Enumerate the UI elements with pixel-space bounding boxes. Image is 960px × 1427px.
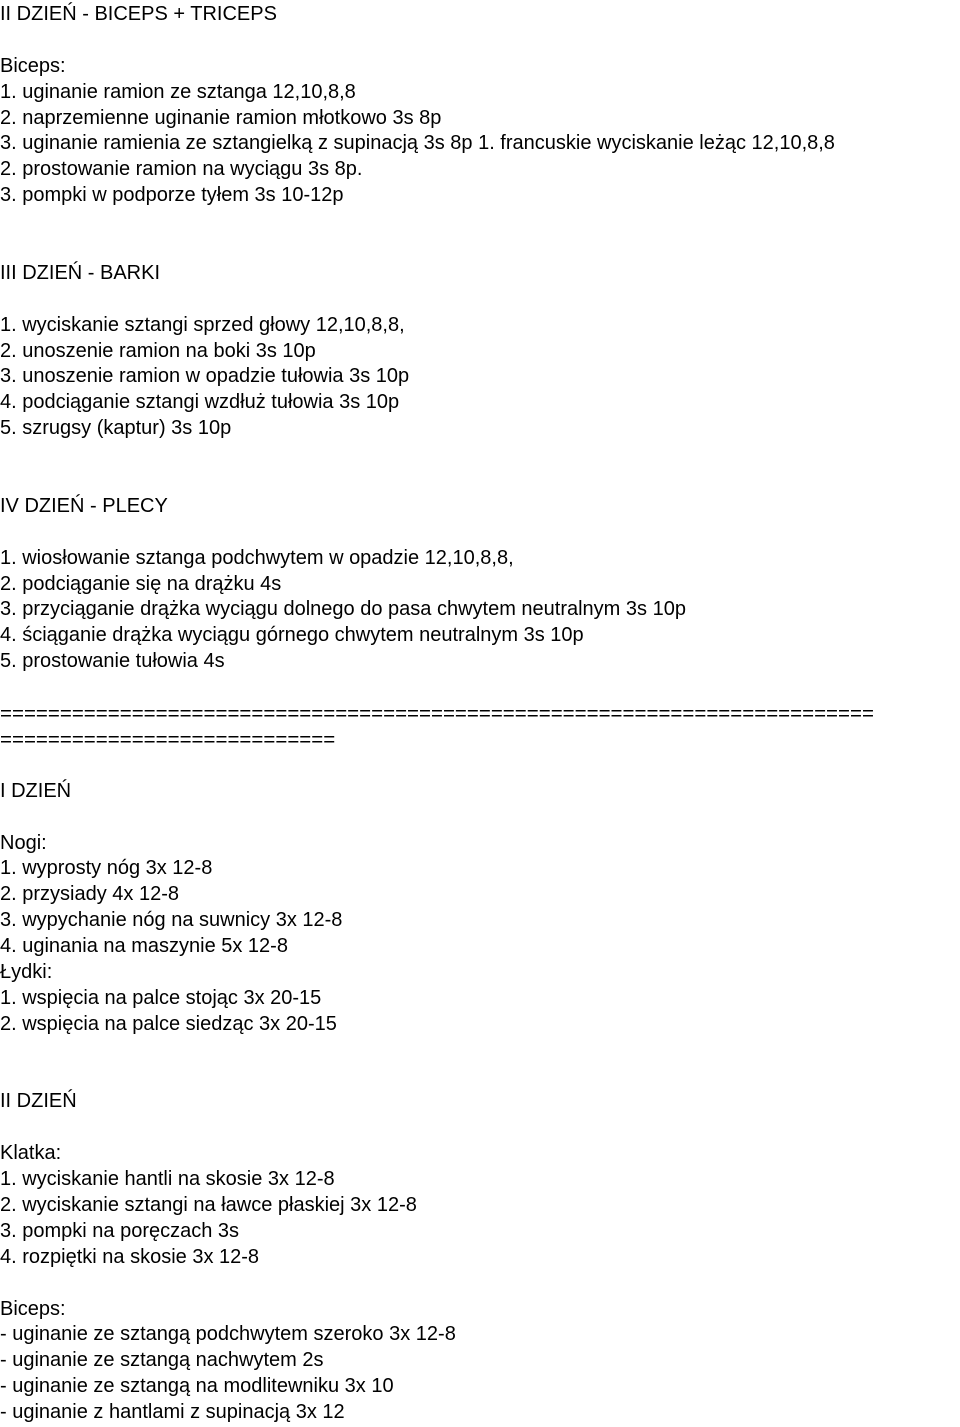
exercise-item: 1. wyprosty nóg 3x 12-8: [0, 857, 213, 880]
muscle-group-label: Biceps:: [0, 54, 66, 77]
exercise-item: 4. podciąganie sztangi wzdłuż tułowia 3s 10p: [0, 391, 400, 414]
document-body: [0, 2, 960, 1426]
exercise-item: 4. uginania na maszynie 5x 12-8: [0, 935, 288, 958]
exercise-item: 3. pompki w podporze tyłem 3s 10-12p: [0, 184, 344, 207]
blank-line: [0, 442, 960, 468]
day-heading: III DZIEŃ - BARKI: [0, 261, 161, 284]
muscle-group-label: Nogi:: [0, 831, 47, 854]
day-heading: I DZIEŃ: [0, 779, 72, 802]
muscle-group-label: Łydki:: [0, 960, 53, 983]
exercise-item: 2. wyciskanie sztangi na ławce płaskiej 3x 12-8: [0, 1193, 417, 1216]
blank-line: [0, 1038, 960, 1064]
blank-line: [0, 675, 960, 701]
blank-line: [0, 1115, 960, 1141]
exercise-item: 4. ściąganie drążka wyciągu górnego chwytem neutralnym 3s 10p: [0, 624, 584, 647]
exercise-item: 4. rozpiętki na skosie 3x 12-8: [0, 1245, 260, 1268]
exercise-item: 3. uginanie ramienia ze sztangielką z supinacją 3s 8p 1. francuskie wyciskanie leżąc 12,10,8,8: [0, 132, 835, 155]
blank-line: [0, 1271, 960, 1297]
exercise-item: - uginanie ze sztangą na modlitewniku 3x 10: [0, 1375, 394, 1398]
exercise-item: 1. wyciskanie sztangi sprzed głowy 12,10,8,8,: [0, 313, 405, 336]
exercise-item: - uginanie ze sztangą podchwytem szeroko 3x 12-8: [0, 1323, 456, 1346]
blank-line: [0, 209, 960, 235]
exercise-item: 2. unoszenie ramion na boki 3s 10p: [0, 339, 316, 362]
exercise-item: 3. unoszenie ramion w opadzie tułowia 3s 10p: [0, 365, 410, 388]
exercise-item: 1. uginanie ramion ze sztanga 12,10,8,8: [0, 80, 356, 103]
day-heading: II DZIEŃ: [0, 1090, 77, 1113]
blank-line: [0, 805, 960, 831]
exercise-item: 2. prostowanie ramion na wyciągu 3s 8p.: [0, 158, 363, 181]
exercise-item: 5. szrugsy (kaptur) 3s 10p: [0, 417, 232, 440]
blank-line: [0, 753, 960, 779]
blank-line: [0, 468, 960, 494]
exercise-item: - uginanie ze sztangą nachwytem 2s: [0, 1349, 324, 1372]
blank-line: [0, 28, 960, 54]
exercise-item: 1. wiosłowanie sztanga podchwytem w opadzie 12,10,8,8,: [0, 546, 514, 569]
exercise-item: 2. podciąganie się na drążku 4s: [0, 572, 282, 595]
exercise-item: 3. wypychanie nóg na suwnicy 3x 12-8: [0, 909, 343, 932]
separator-line: ============================: [0, 727, 336, 751]
exercise-item: 3. pompki na poręczach 3s: [0, 1219, 240, 1242]
muscle-group-label: Biceps:: [0, 1297, 66, 1320]
day-heading: IV DZIEŃ - PLECY: [0, 494, 168, 517]
exercise-item: 5. prostowanie tułowia 4s: [0, 650, 225, 673]
exercise-item: 2. przysiady 4x 12-8: [0, 883, 179, 906]
separator-line: =========================================================================: [0, 702, 874, 726]
day-heading: II DZIEŃ - BICEPS + TRICEPS: [0, 3, 277, 25]
blank-line: [0, 1064, 960, 1090]
blank-line: [0, 235, 960, 261]
exercise-item: 3. przyciąganie drążka wyciągu dolnego do pasa chwytem neutralnym 3s 10p: [0, 598, 686, 621]
exercise-item: 1. wyciskanie hantli na skosie 3x 12-8: [0, 1168, 335, 1191]
exercise-item: 2. wspięcia na palce siedząc 3x 20-15: [0, 1012, 337, 1035]
blank-line: [0, 287, 960, 313]
exercise-item: - uginanie z hantlami z supinacją 3x 12: [0, 1401, 345, 1424]
blank-line: [0, 520, 960, 546]
exercise-item: 2. naprzemienne uginanie ramion młotkowo 3s 8p: [0, 106, 442, 129]
exercise-item: 1. wspięcia na palce stojąc 3x 20-15: [0, 986, 322, 1009]
muscle-group-label: Klatka:: [0, 1142, 62, 1165]
